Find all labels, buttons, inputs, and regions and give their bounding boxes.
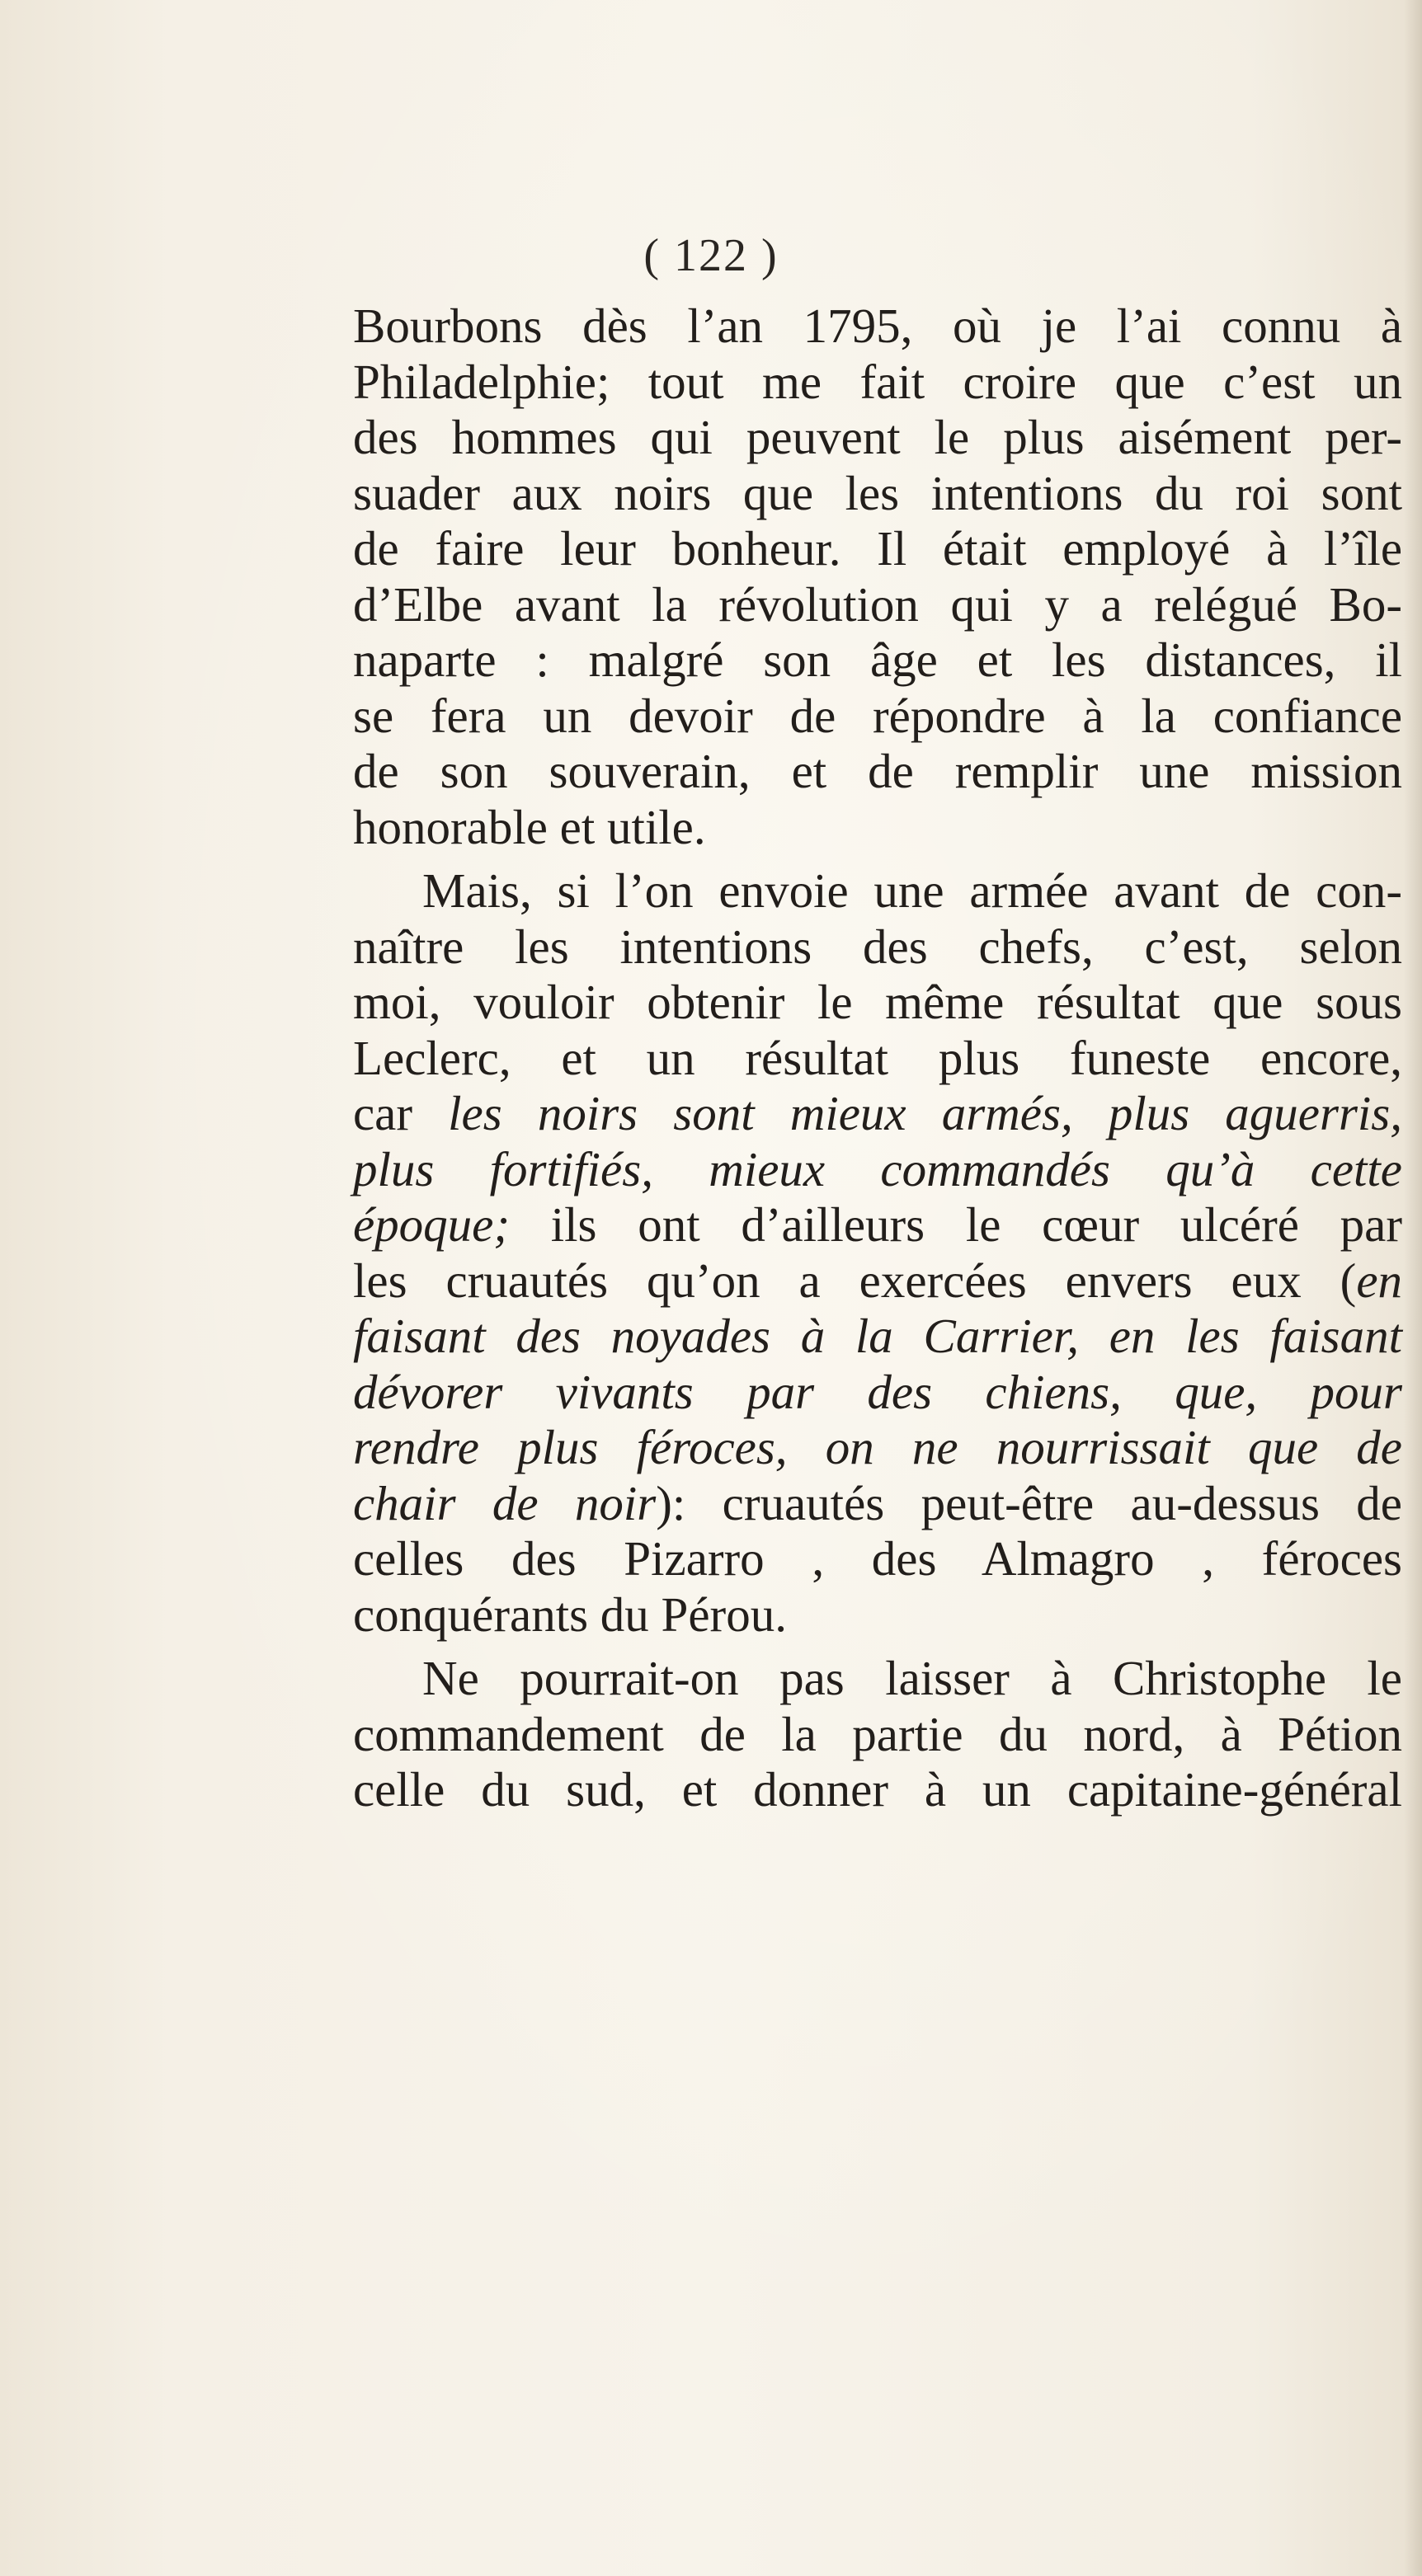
italic-text: chair de noir xyxy=(353,1475,657,1530)
text-run: car xyxy=(353,1086,449,1140)
text-run: Mais, si l’on envoie une armée avant de con- xyxy=(422,863,1402,918)
text-line xyxy=(353,1365,1402,1421)
text-run: celles des Pizarro , des Almagro , féroces xyxy=(353,1531,1402,1586)
text-run: naparte : malgré son âge et les distances, il xyxy=(353,632,1402,687)
text-line xyxy=(353,1476,1402,1532)
text-line xyxy=(353,1253,1402,1309)
text-line xyxy=(353,689,1402,745)
text-line xyxy=(353,1420,1402,1476)
text-run: Philadelphie; tout me fait croire que c’est un xyxy=(353,354,1402,409)
text-run: commandement de la partie du nord, à Pétion xyxy=(353,1706,1402,1761)
text-line xyxy=(353,521,1402,577)
text-line xyxy=(353,744,1402,800)
italic-text: rendre plus féroces, on ne nourrissait que de xyxy=(353,1420,1402,1474)
text-run: les cruautés qu’on a exercées envers eux ( xyxy=(353,1253,1357,1308)
text-line xyxy=(353,1086,1402,1142)
text-run: moi, vouloir obtenir le même résultat que sous xyxy=(353,975,1402,1029)
text-run: d’Elbe avant la révolution qui y a relégué Bo- xyxy=(353,576,1402,632)
text-line xyxy=(353,1707,1402,1763)
text-run: suader aux noirs que les intentions du roi sont xyxy=(353,465,1402,520)
text-line xyxy=(353,1587,1402,1643)
page-gutter-shadow xyxy=(1404,0,1422,2576)
italic-text: les noirs sont mieux armés, plus aguerris, xyxy=(448,1086,1403,1140)
text-run: Bourbons dès l’an 1795, où je l’ai connu à xyxy=(353,298,1402,353)
text-line xyxy=(353,1142,1402,1198)
text-run: Ne pourrait-on pas laisser à Christophe le xyxy=(422,1651,1402,1705)
italic-text: dévorer vivants par des chiens, que, pour xyxy=(353,1364,1402,1419)
paragraph-gap xyxy=(353,1643,1402,1651)
text-line xyxy=(353,466,1402,522)
text-run: de faire leur bonheur. Il était employé à l’île xyxy=(353,521,1402,576)
paragraph-gap xyxy=(353,855,1402,863)
text-run: Leclerc, et un résultat plus funeste encore, xyxy=(353,1030,1402,1085)
text-line xyxy=(353,863,1402,919)
italic-text: faisant des noyades à la Carrier, en les faisant xyxy=(353,1309,1402,1363)
text-line xyxy=(353,298,1402,355)
text-run: ): cruautés peut-être au-dessus de xyxy=(656,1475,1402,1530)
text-run: conquérants du Pérou. xyxy=(353,1586,787,1642)
text-line xyxy=(353,1531,1402,1587)
italic-text: en xyxy=(1356,1253,1402,1308)
text-run: celle du sud, et donner à un capitaine-général xyxy=(353,1762,1402,1817)
text-line xyxy=(353,1197,1402,1253)
text-line xyxy=(353,919,1402,975)
text-line xyxy=(353,355,1402,411)
page-number: ( 122 ) xyxy=(643,230,779,281)
text-run: de son souverain, et de remplir une mission xyxy=(353,744,1402,798)
text-line xyxy=(353,577,1402,633)
italic-text: époque; xyxy=(353,1197,511,1252)
text-line xyxy=(353,1031,1402,1087)
text-line xyxy=(353,410,1402,466)
italic-text: plus fortifiés, mieux commandés qu’à cette xyxy=(353,1141,1402,1196)
text-line xyxy=(353,975,1402,1031)
text-line xyxy=(353,800,1402,856)
text-run: naître les intentions des chefs, c’est, selon xyxy=(353,919,1402,974)
text-line xyxy=(353,1651,1402,1707)
text-run: ils ont d’ailleurs le cœur ulcéré par xyxy=(510,1197,1402,1252)
text-run: des hommes qui peuvent le plus aisément per- xyxy=(353,410,1402,464)
body-text xyxy=(353,298,1402,1818)
text-line xyxy=(353,1309,1402,1365)
text-run: honorable et utile. xyxy=(353,799,706,854)
text-line xyxy=(353,632,1402,689)
text-run: se fera un devoir de répondre à la confiance xyxy=(353,688,1402,743)
text-line xyxy=(353,1762,1402,1818)
